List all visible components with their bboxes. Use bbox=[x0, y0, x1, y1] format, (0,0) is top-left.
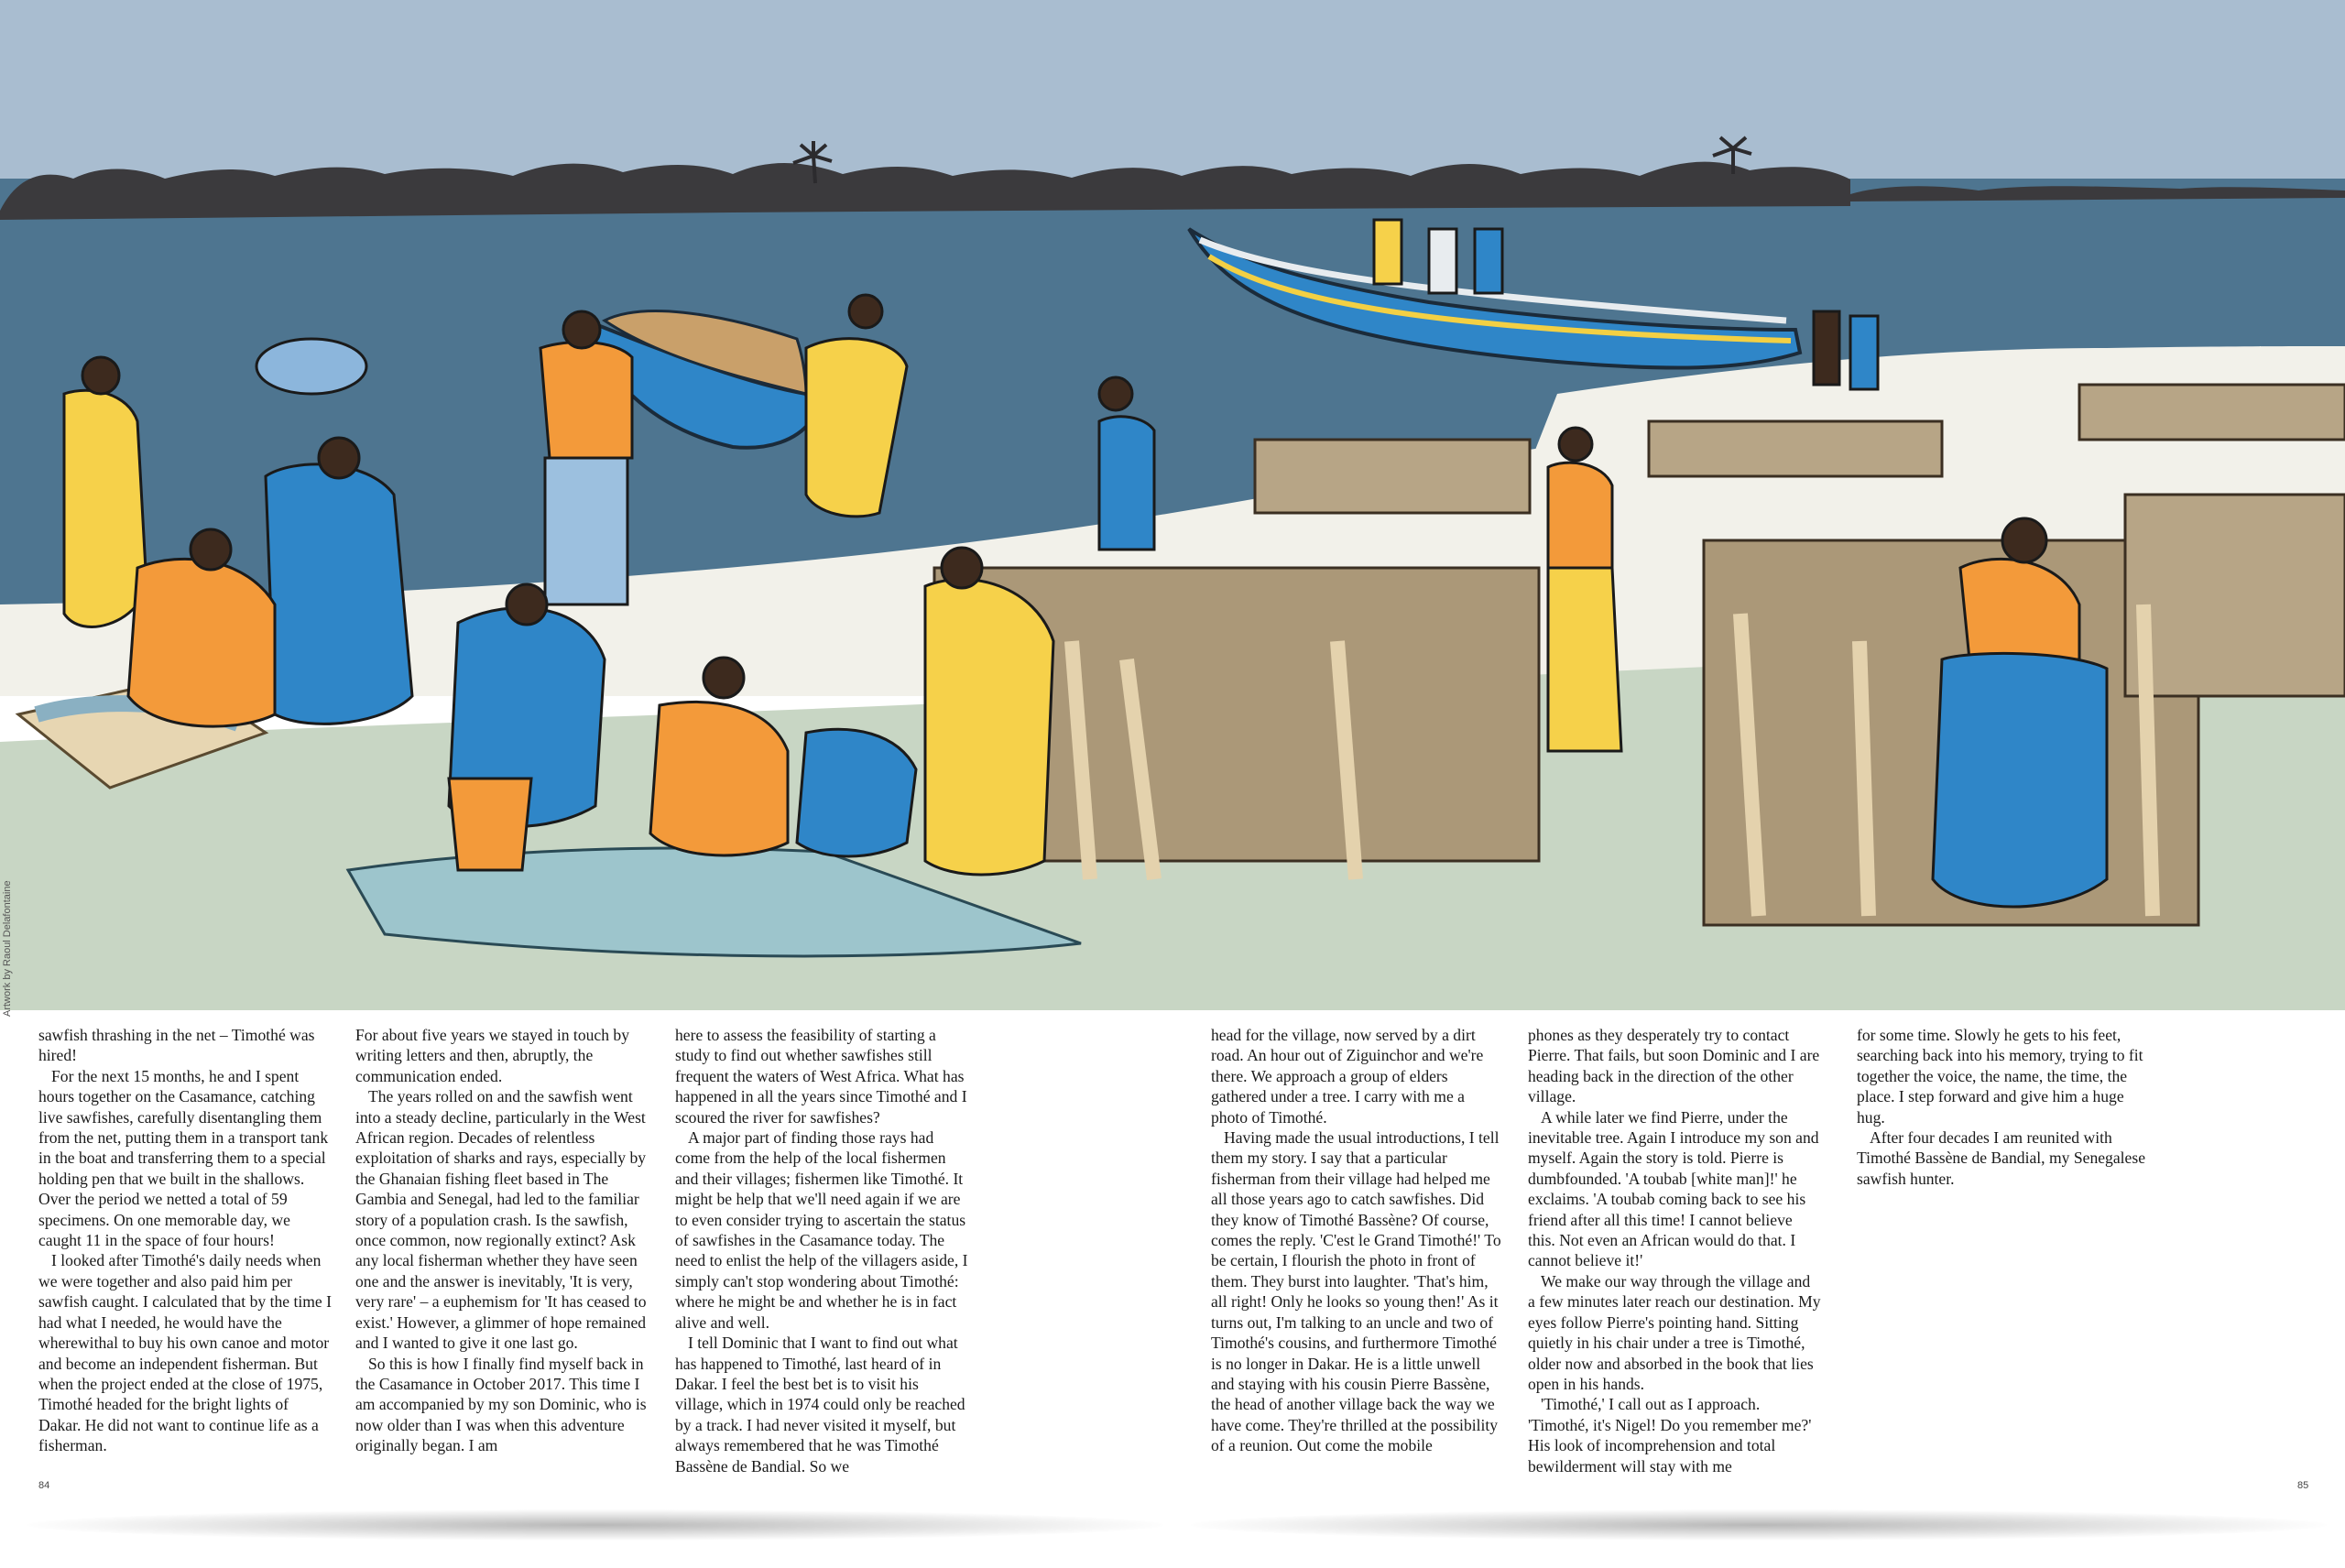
page-number-left: 84 bbox=[38, 1480, 50, 1491]
paragraph: head for the village, now served by a dirt road. An hour out of Ziguinchor and we're there. We approach a group of elders gathered under a tree. I carry with me a photo of Timothé. bbox=[1211, 1026, 1484, 1127]
paragraph: For the next 15 months, he and I spent hours together on the Casamance, catching live sawfishes, carefully disentangling them from the net, putting them in a transport tank in the boat and transferring them to a special holding pen that we built in the shallows. Over the period we netted a total of 59 specimens. On one memorable day, we caught 11 in the space of four hours! bbox=[38, 1066, 329, 1250]
paragraph: for some time. Slowly he gets to his feet, searching back into his memory, trying to fit together the voice, the name, the time, the place. I step forward and give him a huge hug. bbox=[1857, 1026, 2143, 1127]
paragraph: sawfish thrashing in the net – Timothé was hired! bbox=[38, 1026, 315, 1065]
left-page-column-1 bbox=[38, 1025, 332, 1456]
artwork-credit: Artwork by Raoul Delafontaine bbox=[2, 880, 13, 1017]
page-curl-shadow-left bbox=[27, 1509, 1163, 1541]
right-page-column-3 bbox=[1857, 1025, 2150, 1189]
paragraph: After four decades I am reunited with Timothé Bassène de Bandial, my Senegalese sawfish hunter. bbox=[1857, 1128, 2146, 1188]
paragraph: A major part of finding those rays had come from the help of the local fishermen and their villages; fishermen like Timothé. It might be help that we'll need again if we are to even consider trying to ascertain the status of sawfishes in the Casamance today. The need to enlist the help of the villagers aside, I simply can't stop wondering about Timothé: where he might be and whether he is in fact alive and well. bbox=[675, 1128, 968, 1332]
paragraph: The years rolled on and the sawfish went into a steady decline, particularly in the West African region. Decades of relentless exploitation of sharks and rays, especially by the Ghanaian fishing fleet based in The Gambia and Senegal, had led to the familiar story of a population crash. Is the sawfish, once common, now regionally extinct? Ask any local fisherman whether they have seen one and the answer is inevitably, 'It is very, very rare' – a euphemism for 'It has ceased to exist.' However, a glimmer of hope remained and I wanted to give it one last go. bbox=[355, 1087, 647, 1353]
paragraph: For about five years we stayed in touch by writing letters and then, abruptly, the communication ended. bbox=[355, 1026, 630, 1085]
paragraph: phones as they desperately try to contact Pierre. That fails, but soon Dominic and I are heading back in the direction of the other village. bbox=[1528, 1026, 1820, 1106]
sky bbox=[0, 0, 2345, 183]
page-number-right: 85 bbox=[2297, 1480, 2309, 1491]
paragraph: 'Timothé,' I call out as I approach. 'Timothé, it's Nigel! Do you remember me?' His look of incomprehension and total bewilderment will stay with me bbox=[1528, 1395, 1812, 1475]
paragraph: here to assess the feasibility of starting a study to find out whether sawfishes still frequent the waters of West Africa. What has happened in all the years since Timothé and I scoured the river for sawfishes? bbox=[675, 1026, 967, 1127]
paragraph: A while later we find Pierre, under the inevitable tree. Again I introduce my son and myself. Again the story is told. Pierre is dumbfounded. 'A toubab [white man]!' he exclaims. 'A toubab coming back to see his friend after all this time! I cannot believe this. Not even an African would do that. I cannot believe it!' bbox=[1528, 1107, 1819, 1270]
paragraph: I looked after Timothé's daily needs when we were together and also paid him per sawfish caught. I calculated that by the time I had what I needed, he would have the wherewithal to buy his own canoe and motor and become an independent fisherman. But when the project ended at the close of 1975, Timothé headed for the bright lights of Dakar. He did not want to continue life as a fisherman. bbox=[38, 1251, 332, 1455]
right-page-column-1 bbox=[1211, 1025, 1504, 1456]
page-curl-shadow-right bbox=[1191, 1509, 2327, 1541]
paragraph: We make our way through the village and a few minutes later reach our destination. My eyes follow Pierre's pointing hand. Sitting quietly in his chair under a tree is Timothé, older now and absorbed in the book that lies open in his hands. bbox=[1528, 1271, 1821, 1393]
left-page-column-3 bbox=[675, 1025, 968, 1476]
right-page-column-2 bbox=[1528, 1025, 1821, 1476]
paragraph: Having made the usual introductions, I tell them my story. I say that a particular fisherman from their village had helped me all those years ago to catch sawfishes. Did they know of Timothé Bassène? Of course, comes the reply. 'C'est le Grand Timothé!' To be certain, I flourish the photo in front of them. They burst into laughter. 'That's him, all right! Only he looks so young then!' As it turns out, I'm talking to an uncle and two of Timothé's cousins, and furthermore Timothé is no longer in Dakar. He is a little unwell and staying with his cousin Pierre Bassène, the head of another village back the way we have come. They're thrilled at the possibility of a reunion. Out come the mobile bbox=[1211, 1128, 1501, 1455]
paragraph: So this is how I finally find myself back in the Casamance in October 2017. This time I am accompanied by my son Dominic, who is now older than I was when this adventure originally began. I am bbox=[355, 1354, 647, 1455]
left-page-column-2 bbox=[355, 1025, 649, 1456]
paragraph: I tell Dominic that I want to find out what has happened to Timothé, last heard of in Dakar. I feel the best bet is to visit his village, which in 1974 could only be reached by a track. I had never visited it myself, but always remembered that he was Timothé Bassène de Bandial. So we bbox=[675, 1334, 965, 1475]
